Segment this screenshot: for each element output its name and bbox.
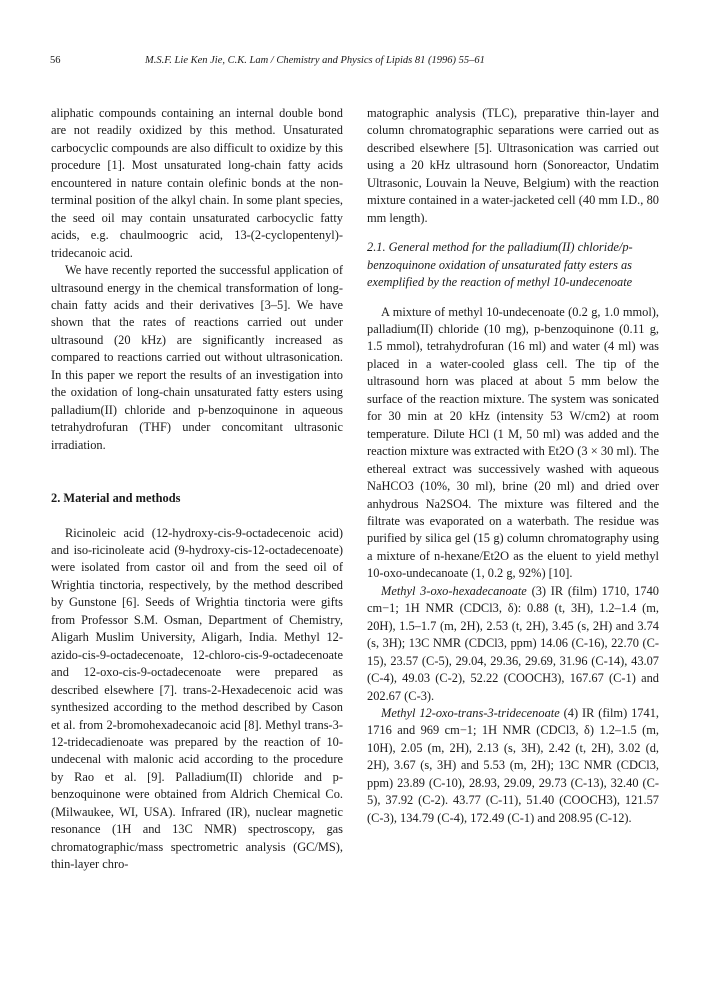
right-column — [367, 105, 659, 827]
ultrasound-paragraph: We have recently reported the successful application of ultrasound energy in the chemical transformation of long-chain fatty acids and their derivatives [3–5]. We have shown that the rates of reactions carried out under ultrasound (20 kHz) are significantly increased as compared to reactions carried out without ultrasonication. In this paper we report the results of an investigation into the oxidation of long-chain unsaturated fatty esters using palladium(II) chloride and p-benzoquinone in aqueous tetrahydrofuran (THF) under concomitant ultrasonic irradiation. — [51, 263, 343, 452]
compound-3-paragraph — [367, 583, 659, 705]
compound-4-data: (4) IR (film) 1741, 1716 and 969 cm−1; 1H NMR (CDCl3, δ) 1.2–1.5 (m, 10H), 2.05 (m, 2H), 2.13 (s, 3H), 2.42 (t, 2H), 3.02 (d, 2H), 3.67 (s, 3H) and 5.53 (m, 2H); 13C NMR (CDCl3, ppm) 23.89 (C-10), 28.93, 29.09, 29.73 (C-13), 32.40 (C-5), 37.92 (C-2). 43.77 (C-11), 51.40 (COOCH3), 121.57 (C-3), 134.79 (C-4), 172.49 (C-1) and 208.95 (C-12). — [367, 705, 659, 825]
page-number: 56 — [50, 55, 61, 66]
section-heading: 2. Material and methods — [51, 491, 181, 506]
intro-paragraph-end: aliphatic compounds containing an internal double bond are not readily oxidized by this method. Unsaturated carbocyclic compounds are also difficult to oxidize by this procedure [1]. Most unsaturated long-chain fatty acids encountered in nature contain olefinic bonds at the non-terminal position of the alkyl chain. In some plant species, the seed oil may contain unsaturated carbocyclic fatty acids, e.g. chaulmoogric acid, 13-(2-cyclopentenyl)-tridecanoic acid. — [51, 106, 343, 260]
page-header — [50, 55, 660, 73]
compound-3-name: Methyl 3-oxo-hexadecanoate — [381, 583, 527, 598]
materials-paragraph: Ricinoleic acid (12-hydroxy-cis-9-octadecenoic acid) and iso-ricinoleate acid (9-hydroxy-cis-12-octadecenoate) were isolated from castor oil and from the seed oil of Wrightia tinctoria, respectively, by the method described by Gunstone [6]. Seeds of Wrightia tinctoria were gifts from Professor S.M. Osman, Department of Chemistry, Aligarh Muslim University, Aligarh, India. Methyl 12-azido-cis-9-octadecenoate, 12-chloro-cis-9-octadecenoate and 12-oxo-cis-9-octadecenoate were prepared as described elsewhere [7]. trans-2-Hexadecenoic acid was synthesized according to the method described by Cason et al. from 2-bromohexadecanoic acid [8]. Methyl trans-3-12-tridecadienoate was prepared by the reaction of 10-undecenal with malonic acid according to the procedure by Rao et al. [9]. Palladium(II) chloride and p-benzoquinone were obtained from Aldrich Chemical Co. (Milwaukee, WI, USA). Infrared (IR), nuclear magnetic resonance (1H and 13C NMR) spectroscopy, gas chromatographic/mass spectrometric analysis (GC/MS), thin-layer chro- — [51, 525, 343, 872]
compound-4-name: Methyl 12-oxo-trans-3-tridecenoate — [381, 705, 560, 720]
compound-3-data: (3) IR (film) 1710, 1740 cm−1; 1H NMR (CDCl3, δ): 0.88 (t, 3H), 1.2–1.4 (m, 20H), 1.5–1.7 (m, 2H), 2.53 (t, 2H), 3.45 (s, 2H) and 3.74 (s, 3H); 13C NMR (CDCl3, ppm) 14.06 (C-16), 22.70 (C-15), 23.57 (C-5), 29.04, 29.36, 29.69, 31.96 (C-14), 43.07 (C-4), 49.03 (C-2), 52.22 (COOCH3), 167.67 (C-1) and 202.67 (C-3). — [367, 583, 659, 703]
compound-4-paragraph — [367, 705, 659, 827]
left-column — [51, 105, 343, 874]
methods-paragraph-cont: matographic analysis (TLC), preparative thin-layer and column chromatographic separations were carried out as described elsewhere [5]. Ultrasonication was carried out using a 20 kHz ultrasound horn (Sonoreactor, Undatim Ultrasonic, Louvain la Neuve, Belgium) with the reaction mixture contained in a water-jacketed cell (40 mm I.D., 80 mm length). — [367, 106, 659, 225]
subsection-heading: 2.1. General method for the palladium(II) chloride/p-benzoquinone oxidation of unsaturated fatty esters as exemplified by the reaction of methyl 10-undecenoate — [367, 240, 633, 290]
procedure-paragraph: A mixture of methyl 10-undecenoate (0.2 g, 1.0 mmol), palladium(II) chloride (10 mg), p-benzoquinone (0.11 g, 1.5 mmol), tetrahydrofuran (16 ml) and water (4 ml) was placed in a water-cooled glass cell. The tip of the ultrasound horn was placed at about 5 mm below the surface of the reaction mixture. The system was sonicated for 30 min at 20 kHz (intensity 53 W/cm2) at room temperature. Dilute HCl (1 M, 50 ml) was added and the reaction mixture was extracted with Et2O (3 × 30 ml). The ethereal extract was successively washed with aqueous NaHCO3 (10%, 30 ml), brine (20 ml) and dried over anhydrous Na2SO4. The mixture was filtered and the filtrate was evaporated on a waterbath. The residue was purified by silica gel (15 g) column chromatography using a mixture of n-hexane/Et2O as the eluent to yield methyl 10-oxo-undecanoate (1, 0.2 g, 92%) [10]. — [367, 304, 659, 581]
running-title: M.S.F. Lie Ken Jie, C.K. Lam / Chemistry and Physics of Lipids 81 (1996) 55–61 — [145, 55, 485, 66]
